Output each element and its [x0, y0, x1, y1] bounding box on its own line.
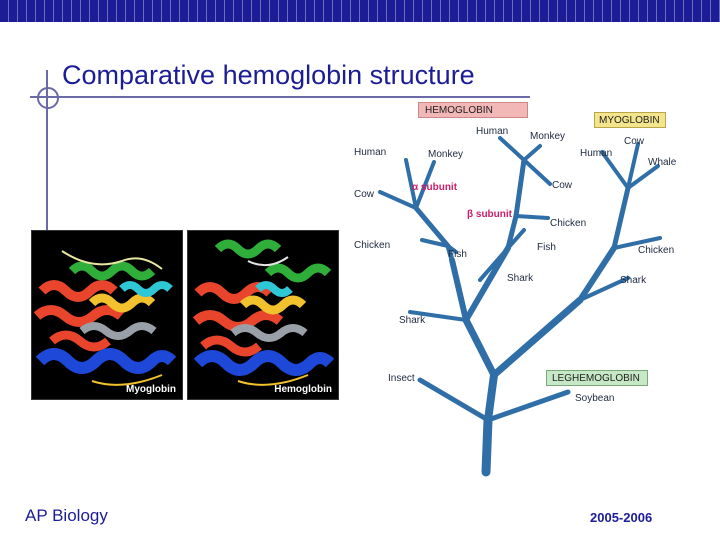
branch-hemoglobin-stem: [466, 320, 494, 375]
hemoglobin-structure-image: [187, 230, 339, 400]
tree-trunk: [486, 420, 488, 472]
beta-subunit-label: β subunit: [467, 209, 512, 220]
label-beta-cow: Cow: [552, 180, 573, 191]
tree-trunk-upper: [488, 375, 494, 420]
hemoglobin-group-label: HEMOGLOBIN: [418, 102, 528, 118]
label-alpha-chicken: Chicken: [354, 240, 391, 251]
branch-beta-monkey: [524, 146, 540, 160]
leghemoglobin-group-label: LEGHEMOGLOBIN: [546, 370, 648, 386]
label-myo-whale: Whale: [648, 157, 677, 168]
label-myo-cow: Cow: [624, 136, 645, 147]
myoglobin-structure-image: [31, 230, 183, 400]
label-hemo-shark: Shark: [399, 315, 426, 326]
top-banner: [0, 0, 720, 22]
branch-alpha-stem: [452, 260, 466, 320]
branch-beta-stem: [466, 248, 508, 320]
globin-phylogenetic-tree: [340, 100, 700, 480]
branch-beta-cow: [524, 160, 550, 184]
myoglobin-group-label: MYOGLOBIN: [594, 112, 666, 128]
label-myo-shark: Shark: [620, 275, 647, 286]
label-insect: Insect: [388, 373, 415, 384]
label-alpha-monkey: Monkey: [428, 149, 464, 160]
label-beta-fish: Fish: [537, 242, 556, 253]
label-alpha-fish: Fish: [448, 249, 467, 260]
decorative-crosshair-circle: [37, 87, 59, 109]
label-myo-chicken: Chicken: [638, 245, 675, 256]
hemoglobin-caption: Hemoglobin: [274, 384, 332, 395]
label-beta-chicken: Chicken: [550, 218, 587, 229]
label-beta-monkey: Monkey: [530, 131, 566, 142]
slide-title: Comparative hemoglobin structure: [62, 60, 475, 90]
myoglobin-caption: Myoglobin: [126, 384, 176, 395]
branch-insect: [420, 380, 488, 420]
branch-myo-mammal-stem: [614, 188, 628, 248]
branch-beta-human: [500, 138, 524, 160]
branch-alpha-cow: [380, 192, 416, 208]
label-beta-shark: Shark: [507, 273, 534, 284]
label-alpha-cow: Cow: [354, 189, 375, 200]
label-alpha-human: Human: [354, 147, 387, 158]
footer-course-name: AP Biology: [25, 506, 108, 525]
branch-beta-chicken: [516, 216, 548, 218]
branch-soybean: [488, 392, 568, 420]
footer-year: 2005-2006: [590, 510, 653, 525]
alpha-subunit-label: α subunit: [412, 182, 458, 193]
branch-myoglobin-stem: [494, 300, 580, 375]
decorative-horizontal-line: [30, 96, 530, 98]
label-myo-human: Human: [580, 148, 613, 159]
label-soybean: Soybean: [575, 393, 615, 404]
label-beta-human: Human: [476, 126, 509, 137]
